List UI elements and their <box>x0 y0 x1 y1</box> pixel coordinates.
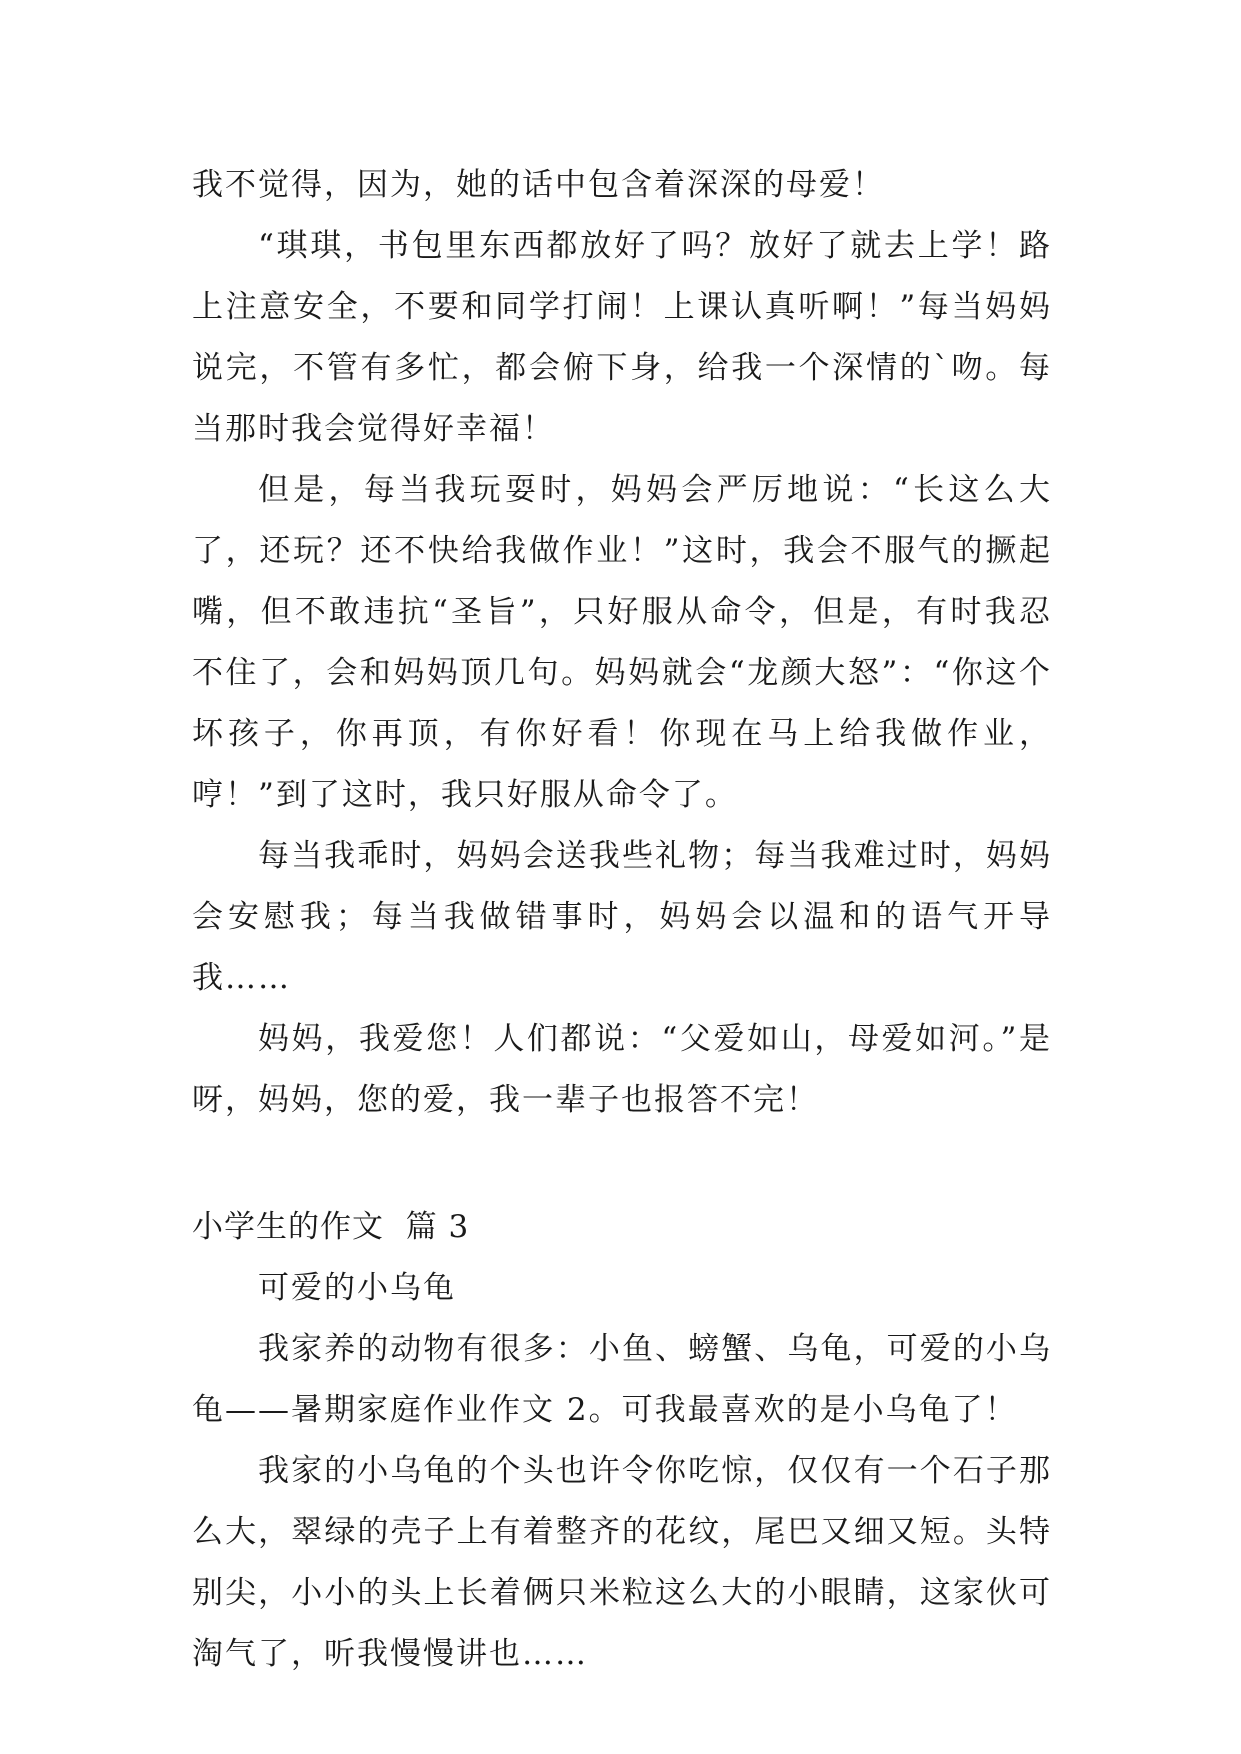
section-heading: 小学生的作文 篇 3 <box>192 1209 470 1245</box>
paragraph: “琪琪，书包里东西都放好了吗？放好了就去上学！路上注意安全，不要和同学打闹！上课认真听啊！”每当妈妈说完，不管有多忙，都会俯下身，给我一个深情的`吻。每当那时我会觉得好幸福！ <box>192 228 1052 447</box>
paragraph: 我家的小乌龟的个头也许令你吃惊，仅仅有一个石子那么大，翠绿的壳子上有着整齐的花纹，尾巴又细又短。头特别尖，小小的头上长着俩只米粒这么大的小眼睛，这家伙可淘气了，听我慢慢讲也…… <box>192 1453 1052 1672</box>
essay-title: 可爱的小乌龟 <box>258 1270 456 1306</box>
paragraph: 妈妈，我爱您！人们都说：“父爱如山，母爱如河。”是呀，妈妈，您的爱，我一辈子也报答不完！ <box>192 1021 1052 1118</box>
section-spacer <box>192 1131 1052 1197</box>
document-body <box>192 155 1052 1685</box>
paragraph: 我家养的动物有很多：小鱼、螃蟹、乌龟，可爱的小乌龟——暑期家庭作业作文 2。可我最喜欢的是小乌龟了！ <box>192 1331 1052 1428</box>
paragraph: 每当我乖时，妈妈会送我些礼物；每当我难过时，妈妈会安慰我；每当我做错事时，妈妈会以温和的语气开导我…… <box>192 838 1052 996</box>
paragraph: 我不觉得，因为，她的话中包含着深深的母爱！ <box>192 167 885 203</box>
paragraph: 但是，每当我玩耍时，妈妈会严厉地说：“长这么大了，还玩？还不快给我做作业！”这时，我会不服气的撅起嘴，但不敢违抗“圣旨”，只好服从命令，但是，有时我忍不住了，会和妈妈顶几句。妈妈就会“龙颜大怒”：“你这个坏孩子，你再顶，有你好看！你现在马上给我做作业，哼！”到了这时，我只好服从命令了。 <box>192 472 1052 813</box>
